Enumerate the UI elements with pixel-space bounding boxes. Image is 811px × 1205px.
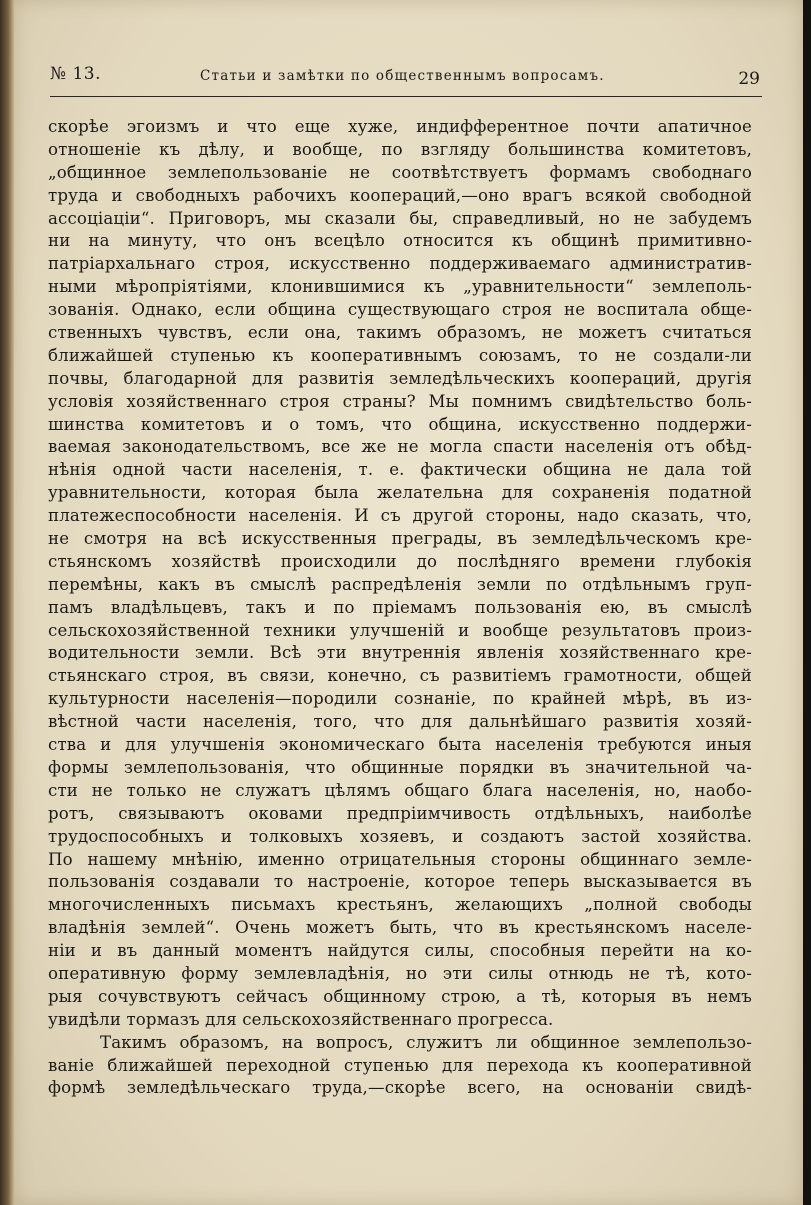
page-binding-edge xyxy=(0,0,14,1205)
text-line: По нашему мнѣнію, именно отрицательныя стороны общиннаго земле- xyxy=(48,849,752,869)
issue-number: № 13. xyxy=(50,64,102,84)
text-line: нѣнія одной части населенія, т. е. фактически община не дала той xyxy=(48,460,752,480)
text-line: отношеніе къ дѣлу, и вообще, по взгляду большинства комитетовъ, xyxy=(48,139,752,159)
page-right-edge xyxy=(803,0,811,1205)
text-line: зованія. Однако, если община существующаго строя не воспитала обще- xyxy=(48,300,752,320)
text-line: ближайшей ступенью къ кооперативнымъ союзамъ, то не создали-ли xyxy=(48,345,752,365)
text-line: трудоспособныхъ и толковыхъ хозяевъ, и создаютъ застой хозяйства. xyxy=(48,826,752,846)
text-line: пользованія создавали то настроеніе, которое теперь высказывается въ xyxy=(48,872,752,892)
text-line: уравнительности, которая была желательна для сохраненія податной xyxy=(48,483,752,503)
page-number: 29 xyxy=(738,69,760,89)
text-line: формѣ земледѣльческаго труда,—скорѣе всего, на основаніи свидѣ- xyxy=(48,1078,752,1098)
text-line: водительности земли. Всѣ эти внутреннія явленія хозяйственнаго кре- xyxy=(48,643,752,663)
text-line: скорѣе эгоизмъ и что еще хуже, индифферентное почти апатичное xyxy=(48,117,752,136)
text-line: ства и для улучшенія экономическаго быта населенія требуются иныя xyxy=(48,735,752,755)
text-line: ніи и въ данный моментъ найдутся силы, способныя перейти на ко- xyxy=(48,941,752,961)
text-line: многочисленныхъ письмахъ крестьянъ, желающихъ „полной свободы xyxy=(48,895,752,915)
page-header xyxy=(50,60,760,94)
text-line: ными мѣропріятіями, клонившимися къ „уравнительности“ землеполь- xyxy=(48,277,752,297)
text-line: стьянскаго строя, въ связи, конечно, съ развитіемъ грамотности, общей xyxy=(48,666,752,686)
text-line: труда и свободныхъ рабочихъ коопераций,—оно врагъ всякой свободной xyxy=(48,185,752,205)
text-line: „общинное землепользованіе не соотвѣтствуетъ формамъ свободнаго xyxy=(48,162,752,182)
paragraph-end-line: увидѣли тормазъ для сельскохозяйственнаго прогресса. xyxy=(48,1009,554,1029)
text-line: рыя сочувствуютъ сейчасъ общинному строю, а тѣ, которыя въ немъ xyxy=(48,986,752,1006)
text-line: шинства комитетовъ и о томъ, что община, искусственно поддержи- xyxy=(48,414,752,434)
text-line: условія хозяйственнаго строя страны? Мы помнимъ свидѣтельство боль- xyxy=(48,391,752,411)
text-line: ваемая законодательствомъ, все же не могла спасти населенія отъ обѣд- xyxy=(48,437,752,457)
header-rule xyxy=(50,96,762,97)
text-line: платежеспособности населенія. И съ другой стороны, надо сказать, что, xyxy=(48,506,752,526)
text-line: владѣнія землей“. Очень можетъ быть, что въ крестьянскомъ населе- xyxy=(48,918,752,938)
text-line: перемѣны, какъ въ смыслѣ распредѣленія земли по отдѣльнымъ груп- xyxy=(48,574,752,594)
text-line: вѣстной части населенія, того, что для дальнѣйшаго развитія хозяй- xyxy=(48,712,752,732)
running-title: Статьи и замѣтки по общественнымъ вопросамъ. xyxy=(200,68,605,84)
text-line: ротъ, связываютъ оковами предпріимчивость отдѣльныхъ, наиболѣе xyxy=(48,803,752,823)
text-line: почвы, благодарной для развитія земледѣльческихъ коопераций, другія xyxy=(48,368,752,388)
text-line: сельскохозяйственной техники улучшеній и вообще результатовъ произ- xyxy=(48,620,752,640)
text-line: патріархальнаго строя, искусственно поддерживаемаго административ- xyxy=(48,254,752,274)
text-line: ваніе ближайшей переходной ступенью для перехода къ кооперативной xyxy=(48,1055,752,1075)
text-line: ассоціаціи“. Приговоръ, мы сказали бы, справедливый, но не забудемъ xyxy=(48,208,752,228)
text-line: не смотря на всѣ искусственныя преграды, въ земледѣльческомъ кре- xyxy=(48,529,752,549)
text-line: формы землепользованія, что общинные порядки въ значительной ча- xyxy=(48,757,752,777)
book-page xyxy=(14,0,803,1205)
text-line: памъ владѣльцевъ, такъ и по пріемамъ пользованія ею, въ смыслѣ xyxy=(48,597,752,617)
text-line: ни на минуту, что онъ всецѣло относится къ общинѣ примитивно- xyxy=(48,231,752,251)
paragraph-start-line: Такимъ образомъ, на вопросъ, служитъ ли общинное землепользо- xyxy=(100,1032,752,1052)
text-line: ственныхъ чувствъ, если она, такимъ образомъ, не можетъ считаться xyxy=(48,323,752,343)
text-line: стьянскомъ хозяйствѣ происходили до послѣдняго времени глубокія xyxy=(48,551,752,571)
text-line: оперативную форму землевладѣнія, но эти силы отнюдь не тѣ, кото- xyxy=(48,963,752,983)
text-line: сти не только не служатъ цѣлямъ общаго блага населенія, но, наобо- xyxy=(48,780,752,800)
article-body xyxy=(48,116,752,1100)
text-line: культурности населенія—породили сознаніе, по крайней мѣрѣ, въ из- xyxy=(48,689,752,709)
